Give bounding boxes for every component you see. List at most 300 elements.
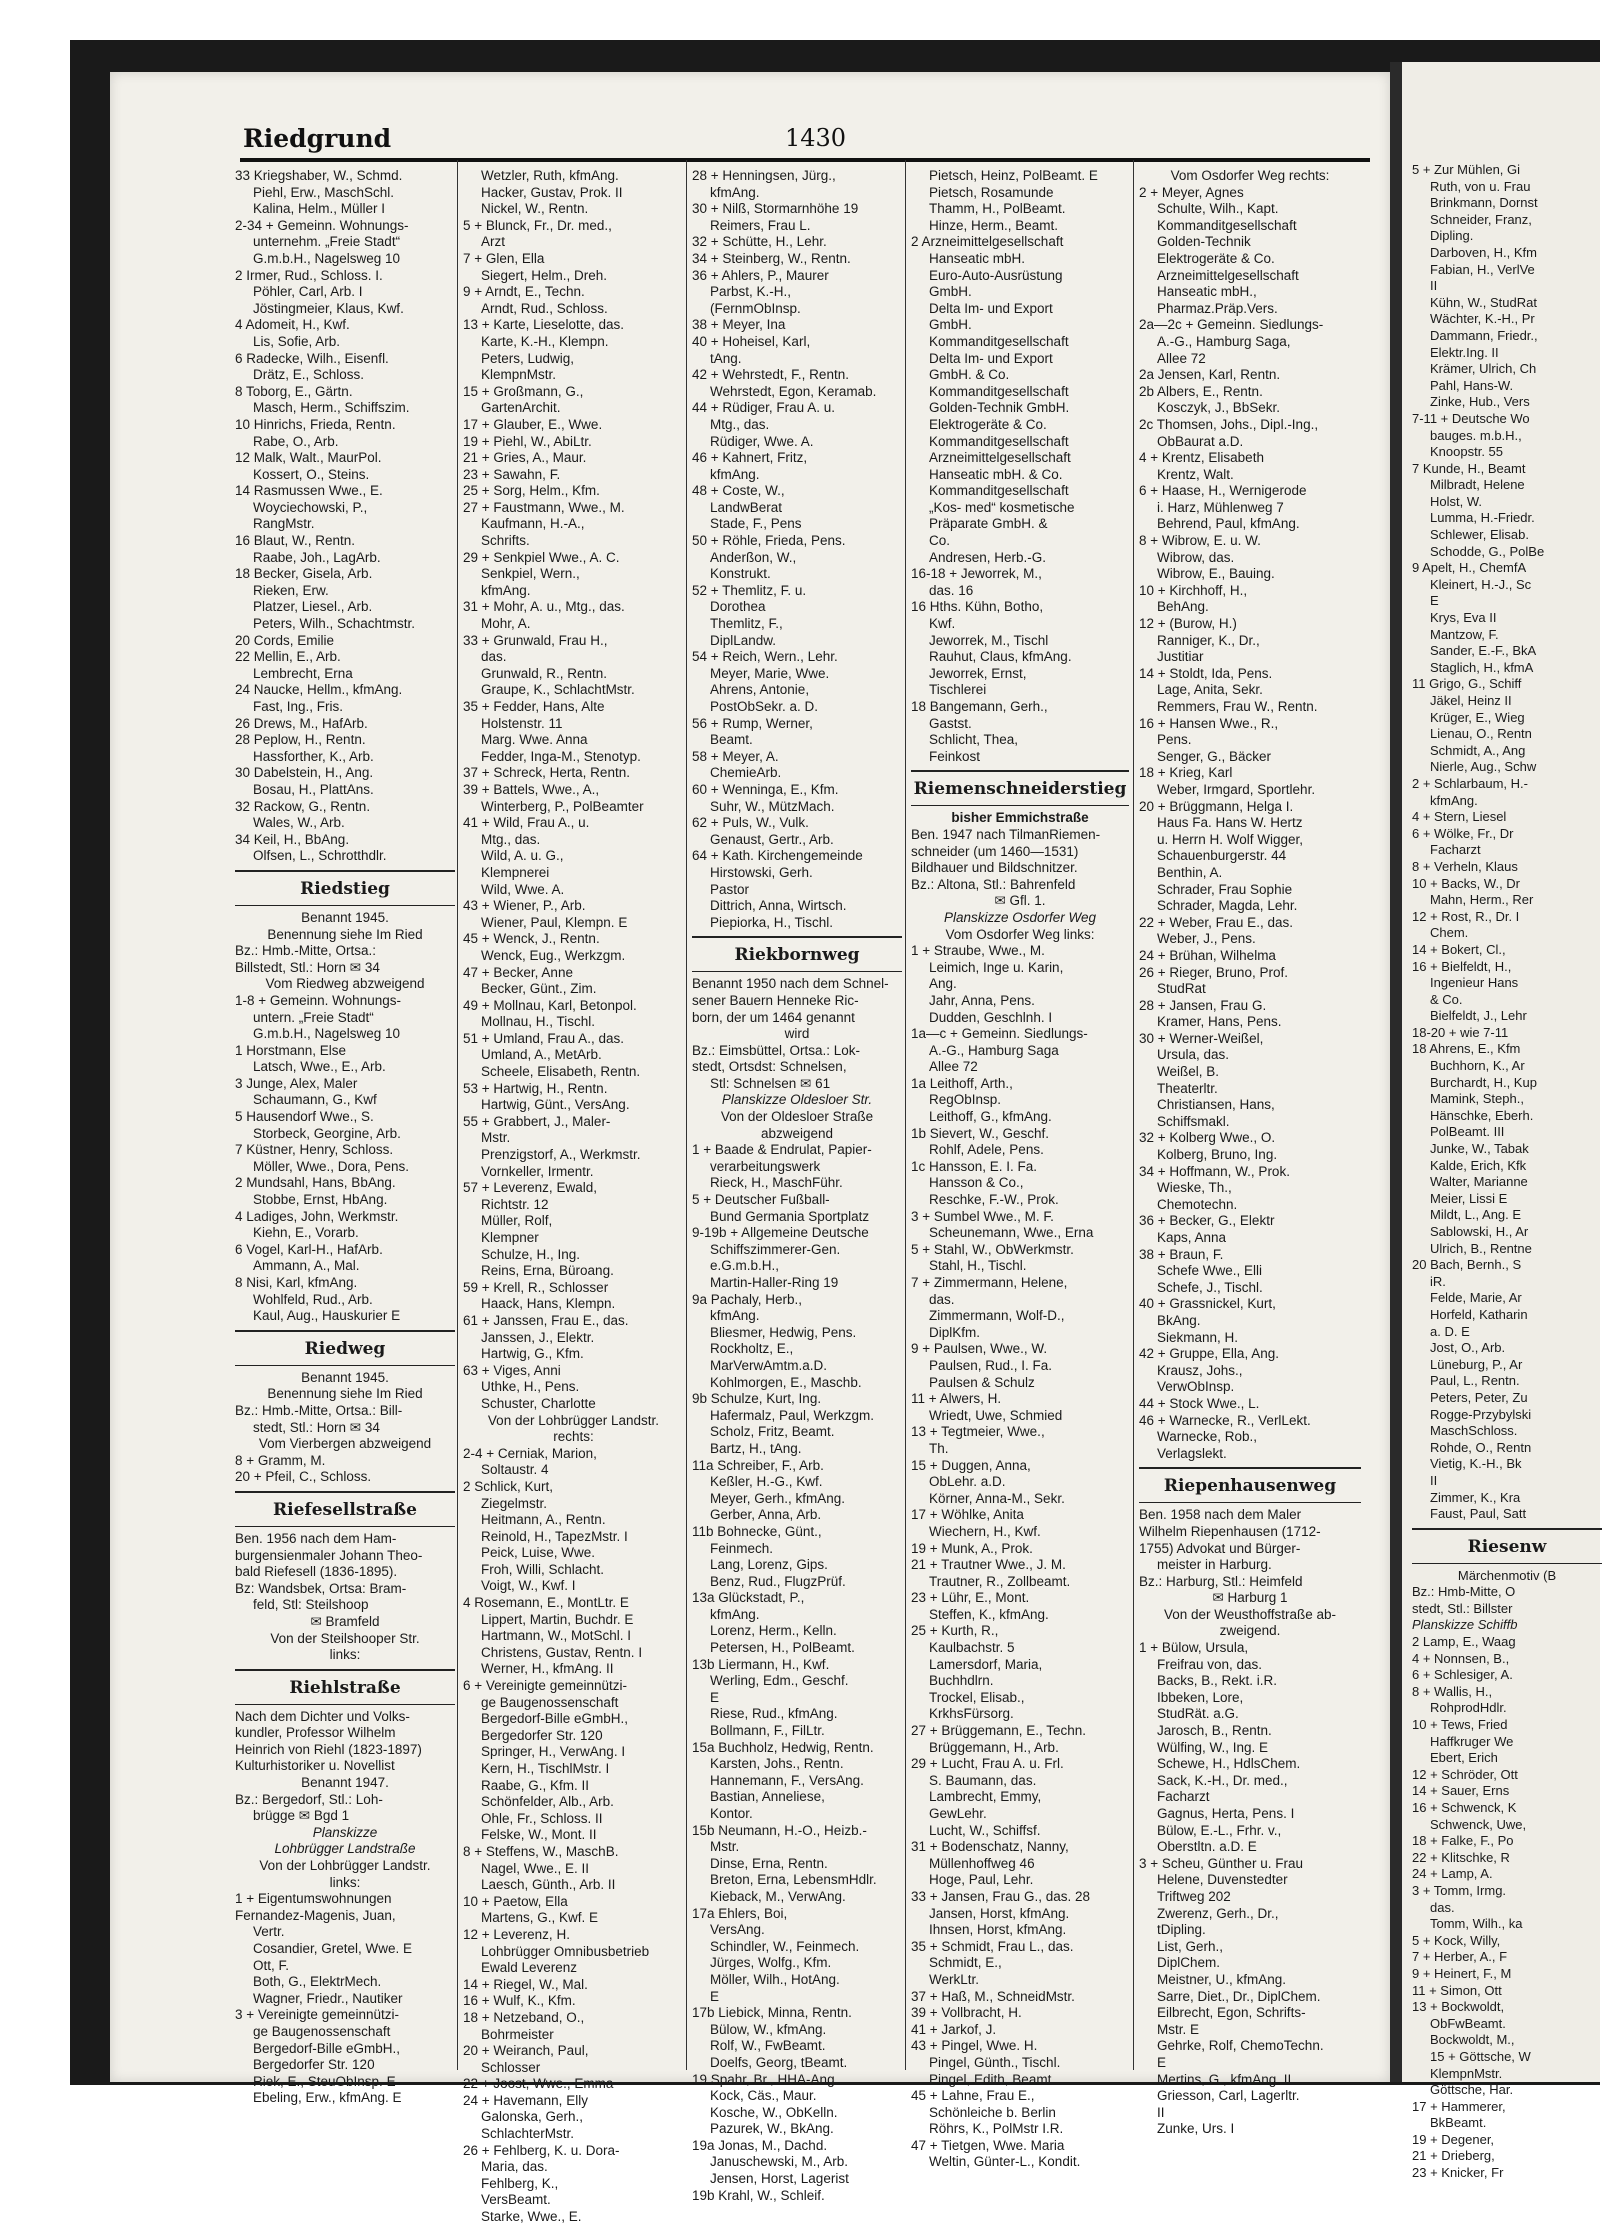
directory-entry: Dudden, Geschlnh. I	[929, 1009, 1053, 1025]
directory-entry: GmbH.	[929, 317, 972, 333]
directory-entry: Lienau, O., Rentn	[1430, 726, 1532, 742]
directory-entry: Von der Lohbrügger Landstr.	[487, 1412, 660, 1428]
directory-entry: KlempnMstr.	[481, 367, 557, 383]
directory-entry: 1a—c + Gemeinn. Siedlungs-	[911, 1026, 1088, 1042]
directory-entry: Jost, O., Arb.	[1430, 1340, 1506, 1356]
directory-entry: Arzneimittelgesellschaft	[1157, 267, 1299, 283]
directory-entry: Buchhorn, K., Ar	[1430, 1058, 1525, 1074]
directory-entry: Darboven, H., Kfm	[1430, 244, 1537, 260]
directory-entry: 58 + Meyer, A.	[692, 748, 779, 764]
directory-entry: 3 + Scheu, Günther u. Frau	[1139, 1855, 1303, 1871]
directory-entry: Junke, W., Tabak	[1430, 1141, 1529, 1157]
directory-entry: Oberstltn. a.D. E	[1157, 1839, 1257, 1855]
directory-entry: Felske, W., Mont. II	[481, 1827, 597, 1843]
directory-entry: Trockel, Elisab.,	[929, 1689, 1025, 1705]
directory-entry: 44 + Rüdiger, Frau A. u.	[692, 400, 835, 416]
directory-entry: Umland, A., MetArb.	[481, 1047, 602, 1063]
directory-entry: Elektrogeräte & Co.	[929, 416, 1047, 432]
directory-entry: sener Bauern Henneke Ric-	[692, 992, 859, 1008]
directory-entry: Soltaustr. 4	[481, 1462, 549, 1478]
directory-entry: ge Baugenossenschaft	[253, 2023, 391, 2039]
directory-entry: Bz.: Altona, Stl.: Bahrenfeld	[911, 876, 1076, 892]
directory-entry: 10 Hinrichs, Frieda, Rentn.	[235, 416, 396, 432]
directory-entry: Ohle, Fr., Schloss. II	[481, 1810, 603, 1826]
directory-entry: ObLehr. a.D.	[929, 1474, 1006, 1490]
directory-entry: Lambrecht, Emmy,	[929, 1789, 1042, 1805]
directory-entry: Drätz, E., Schloss.	[253, 367, 365, 383]
directory-entry: Bülow, E.-L., Frhr. v.,	[1157, 1822, 1282, 1838]
directory-entry: Reins, Erna, Büroang.	[481, 1263, 614, 1279]
directory-entry: Bergedorf-Bille eGmbH.,	[481, 1711, 629, 1727]
directory-entry: Bergedorfer Str. 120	[481, 1727, 603, 1743]
directory-entry: 1c Hansson, E. I. Fa.	[911, 1158, 1038, 1174]
directory-entry: Pazurek, W., BkAng.	[710, 2121, 834, 2137]
directory-entry: 5 + Kock, Willy,	[1412, 1932, 1501, 1948]
directory-entry: Krüger, E., Wieg	[1430, 709, 1525, 725]
directory-entry: GewLehr.	[929, 1806, 987, 1821]
directory-entry: 45 + Wenck, J., Rentn.	[463, 931, 600, 947]
directory-entry: Marg. Wwe. Anna	[481, 732, 588, 748]
directory-entry: Chem.	[1430, 925, 1469, 941]
directory-entry: List, Gerh.,	[1157, 1938, 1224, 1954]
directory-entry: Karte, K.-H., Klempn.	[481, 333, 609, 349]
directory-entry: Sack, K.-H., Dr. med.,	[1157, 1772, 1288, 1788]
directory-entry: Remmers, Frau W., Rentn.	[1157, 699, 1318, 714]
directory-entry: Buchhdlrn.	[929, 1673, 994, 1689]
directory-entry: Weber, Irmgard, Sportlehr.	[1157, 781, 1316, 797]
directory-entry: Ammann, A., Mal.	[253, 1258, 360, 1274]
directory-entry: Mollnau, H., Tischl.	[481, 1014, 596, 1030]
directory-entry: Schefe Wwe., Elli	[1157, 1263, 1263, 1279]
directory-entry: Ott, F.	[253, 1957, 290, 1973]
directory-entry: Fehlberg, K.,	[481, 2175, 559, 2191]
directory-entry: 18 + Krieg, Karl	[1139, 765, 1233, 781]
directory-entry: Walter, Marianne	[1430, 1174, 1528, 1190]
directory-entry: Ranniger, K., Dr.,	[1157, 632, 1260, 648]
directory-entry: Raabe, G., Kfm. II	[481, 1777, 590, 1793]
directory-entry: Bz.: Eimsbüttel, Ortsa.: Lok-	[692, 1042, 861, 1058]
column-divider	[905, 160, 906, 2070]
directory-entry: 34 Keil, H., BbAng.	[235, 831, 350, 847]
directory-entry: 1-8 + Gemeinn. Wohnungs-	[235, 992, 401, 1008]
directory-entry: Griesson, Carl, Lagerltr.	[1157, 2088, 1300, 2104]
directory-entry: 12 + Rost, R., Dr. I	[1412, 908, 1520, 924]
directory-entry: 16-18 + Jeworrek, M.,	[911, 566, 1042, 582]
directory-entry: kfmAng.	[481, 582, 531, 598]
section-rule	[235, 1704, 455, 1705]
directory-entry: Schewe, H., HdlsChem.	[1157, 1756, 1301, 1772]
directory-entry: 18 + Netzeband, O.,	[463, 2009, 585, 2025]
directory-entry: Theaterltr.	[1157, 1080, 1218, 1096]
directory-entry: Latsch, Wwe., E., Arb.	[253, 1059, 386, 1075]
directory-entry: Helene, Duvenstedter	[1157, 1872, 1288, 1888]
directory-entry: 4 Adomeit, H., Kwf.	[235, 317, 350, 333]
directory-entry: Riek, E., SteuObInsp. E	[253, 2073, 396, 2089]
directory-entry: 60 + Wenninga, E., Kfm.	[692, 781, 839, 797]
directory-entry: 3 + Tomm, Irmg.	[1412, 1882, 1507, 1898]
directory-entry: 25 + Kurth, R.,	[911, 1623, 999, 1639]
directory-entry: 15 + Großmann, G.,	[463, 383, 584, 399]
directory-entry: Lorenz, Herm., Kelln.	[710, 1623, 837, 1639]
directory-entry: Senkpiel, Wern.,	[481, 566, 580, 582]
directory-entry: „Kos- med“ kosmetische	[929, 499, 1075, 515]
directory-entry: Fast, Ing., Fris.	[253, 699, 344, 714]
directory-entry: Jarosch, B., Rentn.	[1157, 1723, 1272, 1739]
directory-entry: Benennung siehe Im Ried	[267, 926, 423, 942]
directory-entry: 5 + Blunck, Fr., Dr. med.,	[463, 217, 612, 233]
directory-entry: Möller, Wilh., HotAng.	[710, 1971, 840, 1987]
directory-entry: 7 Küstner, Henry, Schloss.	[235, 1142, 394, 1158]
directory-entry: 10 + Kirchhoff, H.,	[1139, 582, 1248, 598]
directory-entry: II	[1157, 2104, 1165, 2120]
directory-entry: 2 Schlick, Kurt,	[463, 1478, 554, 1494]
directory-entry: 18-20 + wie 7-11	[1412, 1024, 1509, 1040]
directory-entry: Wetzler, Ruth, kfmAng.	[481, 168, 619, 183]
directory-entry: Präparate GmbH. &	[929, 516, 1048, 532]
directory-entry: 21 + Trautner Wwe., J. M.	[911, 1557, 1066, 1573]
directory-entry: 63 + Viges, Anni	[463, 1362, 561, 1378]
directory-entry: Schlewer, Elisab.	[1430, 527, 1529, 543]
directory-entry: Kalde, Erich, Kfk	[1430, 1157, 1527, 1173]
directory-entry: Ibbeken, Lore,	[1157, 1689, 1244, 1705]
directory-entry: Schmidt, A., Ang	[1430, 742, 1526, 758]
directory-entry: DiplKfm.	[929, 1324, 981, 1340]
directory-entry: Bz.: Hmb-Mitte, O	[1412, 1584, 1516, 1600]
directory-entry: tDipling.	[1157, 1922, 1206, 1938]
directory-entry: Delta Im- und Export	[929, 300, 1053, 316]
directory-entry: Both, G., ElektrMech.	[253, 1974, 382, 1990]
directory-entry: Kosche, W., ObKelln.	[710, 2104, 838, 2120]
directory-entry: Kontor.	[710, 1806, 753, 1821]
directory-entry: 29 + Lucht, Frau A. u. Frl.	[911, 1756, 1064, 1772]
directory-entry: Mtg., das.	[481, 831, 541, 847]
directory-entry: Woyciechowski, P.,	[253, 499, 368, 515]
directory-entry: Rieck, H., MaschFühr.	[710, 1175, 843, 1191]
directory-entry: ObBaurat a.D.	[1157, 433, 1244, 449]
directory-entry: Hartwig, G., Kfm.	[481, 1346, 584, 1362]
directory-entry: Zwerenz, Gerh., Dr.,	[1157, 1905, 1279, 1921]
section-rule	[1412, 1528, 1602, 1530]
directory-entry: Justitiar	[1157, 649, 1204, 665]
directory-entry: BkBeamt.	[1430, 2115, 1487, 2131]
directory-entry: RohprodHdlr.	[1430, 1700, 1507, 1716]
directory-column-5	[1139, 168, 1361, 2137]
directory-entry: Schrader, Magda, Lehr.	[1157, 898, 1298, 914]
directory-entry: meister in Harburg.	[1157, 1557, 1272, 1573]
directory-entry: Hacker, Gustav, Prok. II	[481, 184, 623, 200]
directory-entry: 4 + Stern, Liesel	[1412, 809, 1507, 825]
directory-entry: BkAng.	[1157, 1312, 1201, 1328]
directory-entry: 56 + Rump, Werner,	[692, 715, 813, 731]
directory-entry: 4 + Krentz, Elisabeth	[1139, 450, 1264, 466]
directory-entry: 12 Malk, Walt., MaurPol.	[235, 450, 382, 466]
directory-entry: Senger, G., Bäcker	[1157, 748, 1272, 764]
directory-entry: Kohlmorgen, E., Maschb.	[710, 1374, 862, 1390]
directory-entry: Schaumann, G., Kwf	[253, 1092, 377, 1108]
directory-entry: Benennung siehe Im Ried	[267, 1386, 423, 1402]
directory-entry: 9 + Paulsen, Wwe., W.	[911, 1341, 1048, 1357]
directory-entry: stedt, Ortsdst: Schnelsen,	[692, 1059, 847, 1075]
directory-entry: Triftweg 202	[1157, 1888, 1231, 1904]
directory-entry: Wilhelm Riepenhausen (1712-	[1139, 1523, 1321, 1539]
directory-entry: Behrend, Paul, kfmAng.	[1157, 516, 1300, 532]
directory-entry: ✉ Harburg 1	[1212, 1590, 1288, 1606]
directory-entry: 45 + Lahne, Frau E.,	[911, 2088, 1035, 2104]
directory-entry: Scheele, Elisabeth, Rentn.	[481, 1064, 641, 1080]
directory-entry: Bielfeldt, J., Lehr	[1430, 1008, 1527, 1024]
directory-entry: Arndt, Rud., Schloss.	[481, 300, 608, 316]
directory-entry: Holstenstr. 11	[481, 715, 563, 731]
directory-entry: Genaust, Gertr., Arb.	[710, 831, 834, 847]
directory-entry: Peters, Ludwig,	[481, 350, 575, 366]
directory-entry: Parbst, K.-H.,	[710, 284, 792, 300]
directory-entry: Schlicht, Thea,	[929, 732, 1019, 748]
directory-entry: Schiffszimmerer-Gen.	[710, 1241, 841, 1257]
directory-entry: Müller, Rolf,	[481, 1213, 553, 1229]
directory-entry: Trautner, R., Zollbeamt.	[929, 1573, 1071, 1589]
directory-entry: Pöhler, Carl, Arb. I	[253, 284, 363, 300]
directory-entry: Rolf, W., FwBeamt.	[710, 2038, 826, 2054]
directory-entry: Zimmer, K., Kra	[1430, 1489, 1521, 1505]
directory-entry: II	[1430, 278, 1438, 294]
directory-entry: MarVerwAmtm.a.D.	[710, 1357, 828, 1373]
directory-entry: Paulsen, Rud., I. Fa.	[929, 1357, 1053, 1373]
directory-entry: Weber, J., Pens.	[1157, 931, 1256, 947]
directory-entry: VersAng.	[710, 1922, 765, 1938]
directory-entry: Januschewski, M., Arb.	[710, 2154, 849, 2170]
directory-entry: SchlachterMstr.	[481, 2126, 575, 2142]
directory-entry: zweigend.	[1219, 1623, 1281, 1639]
directory-entry: 4 Rosemann, E., MontLtr. E	[463, 1595, 629, 1611]
directory-entry: das.	[1430, 1899, 1455, 1915]
directory-entry: 9 Apelt, H., ChemfA	[1412, 560, 1527, 576]
directory-entry: Warnecke, Rob.,	[1157, 1429, 1258, 1445]
directory-entry: Doelfs, Georg, tBeamt.	[710, 2054, 848, 2070]
directory-entry: Faust, Paul, Satt	[1430, 1506, 1527, 1522]
directory-entry: Maria, das.	[481, 2159, 548, 2175]
section-rule	[911, 805, 1129, 806]
directory-entry: Schönfelder, Alb., Arb.	[481, 1794, 614, 1810]
directory-entry: Pharmaz.Präp.Vers.	[1157, 300, 1278, 316]
directory-entry: Hansson & Co.,	[929, 1175, 1024, 1191]
directory-entry: Bergedorfer Str. 120	[253, 2057, 375, 2073]
directory-entry: 1755) Advokat und Bürger-	[1139, 1540, 1301, 1556]
directory-entry: Kalina, Helm., Müller I	[253, 201, 386, 217]
directory-entry: Pastor	[710, 881, 750, 897]
directory-entry: Martens, G., Kwf. E	[481, 1910, 599, 1926]
directory-entry: kfmAng.	[710, 184, 760, 200]
directory-entry: E	[1430, 593, 1439, 609]
directory-entry: Hanseatic mbH.	[929, 250, 1026, 266]
directory-entry: 18 Bangemann, Gerh.,	[911, 699, 1048, 714]
directory-entry: Wehrstedt, Egon, Keramab.	[710, 383, 877, 399]
directory-entry: A.-G., Hamburg Saga,	[1157, 333, 1291, 349]
directory-entry: 1a Leithoff, Arth.,	[911, 1075, 1013, 1091]
directory-entry: RangMstr.	[253, 516, 315, 532]
directory-entry: das.	[481, 649, 507, 665]
directory-entry: 12 + (Burow, H.)	[1139, 616, 1237, 632]
directory-entry: Kern, H., TischlMstr. I	[481, 1761, 610, 1776]
directory-entry: Delta Im- und Export	[929, 350, 1053, 366]
directory-entry: 5 + Stahl, W., ObWerkmstr.	[911, 1241, 1074, 1257]
directory-entry: VersBeamt.	[481, 2192, 551, 2208]
directory-entry: Schulte, Wilh., Kapt.	[1157, 201, 1279, 217]
directory-entry: Peick, Luise, Wwe.	[481, 1545, 596, 1561]
directory-entry: 13 + Tegtmeier, Wwe.,	[911, 1424, 1045, 1440]
directory-entry: Benannt 1950 nach dem Schnel-	[692, 976, 889, 992]
directory-entry: 24 + Havemann, Elly	[463, 2092, 588, 2108]
directory-entry: Mtg., das.	[710, 416, 770, 432]
directory-entry: Wild, Wwe. A.	[481, 881, 565, 897]
directory-entry: Lumma, H.-Friedr.	[1430, 510, 1535, 526]
directory-entry: Riese, Rud., kfmAng.	[710, 1706, 838, 1722]
directory-entry: 4 Ladiges, John, Werkmstr.	[235, 1208, 399, 1224]
directory-entry: Vom Osdorfer Weg links:	[945, 926, 1095, 942]
directory-entry: Zinke, Hub., Vers	[1430, 394, 1530, 410]
directory-entry: Felde, Marie, Ar	[1430, 1290, 1522, 1306]
directory-entry: a. D. E	[1430, 1323, 1470, 1339]
directory-entry: Benz, Rud., FlugzPrüf.	[710, 1573, 846, 1589]
directory-entry: Ihnsen, Horst, kfmAng.	[929, 1922, 1067, 1938]
directory-entry: 19 Spahr, Br., HHA-Ang.	[692, 2071, 839, 2087]
directory-column-4	[911, 168, 1129, 2170]
directory-entry: 11 + Simon, Ott	[1412, 1982, 1502, 1998]
directory-entry: kundler, Professor Wilhelm	[235, 1725, 396, 1741]
directory-column-2	[463, 168, 684, 2225]
street-heading: Riehlstraße	[289, 1677, 401, 1698]
directory-entry: 23 + Lühr, E., Mont.	[911, 1590, 1030, 1606]
directory-entry: 2 + Meyer, Agnes	[1139, 184, 1244, 200]
directory-entry: das. 16	[929, 582, 974, 598]
directory-entry: Zunke, Urs. I	[1157, 2121, 1235, 2137]
directory-entry: 34 + Steinberg, W., Rentn.	[692, 250, 851, 266]
directory-entry: Tischlerei	[929, 682, 987, 698]
directory-entry: 52 + Themlitz, F. u.	[692, 582, 807, 598]
directory-entry: Peters, Wilh., Schachtmstr.	[253, 616, 416, 632]
directory-entry: Von der Steilshooper Str.	[270, 1630, 420, 1646]
directory-entry: Nagel, Wwe., E. II	[481, 1860, 590, 1876]
directory-entry: 47 + Tietgen, Wwe. Maria	[911, 2137, 1065, 2153]
directory-entry: Dittrich, Anna, Wirtsch.	[710, 898, 847, 914]
directory-entry: 8 + Verheln, Klaus	[1412, 858, 1518, 874]
directory-entry: 18 + Falke, F., Po	[1412, 1833, 1514, 1849]
directory-entry: 46 + Warnecke, R., VerlLekt.	[1139, 1412, 1311, 1428]
directory-entry: Jeworrek, M., Tischl	[929, 632, 1049, 648]
directory-entry: 53 + Hartwig, H., Rentn.	[463, 1080, 608, 1096]
directory-entry: Jäkel, Heinz II	[1430, 693, 1512, 708]
directory-entry: Haus Fa. Hans W. Hertz	[1157, 815, 1303, 831]
directory-entry: Hannemann, F., VersAng.	[710, 1772, 864, 1788]
directory-entry: Pietsch, Rosamunde	[929, 184, 1054, 200]
directory-entry: ✉ Bramfeld	[310, 1613, 380, 1629]
directory-entry: ✉ Gfl. 1.	[994, 893, 1046, 909]
column-divider	[457, 160, 458, 2070]
directory-entry: Siegert, Helm., Dreh.	[481, 267, 608, 283]
directory-entry: Laesch, Günth., Arb. II	[481, 1877, 616, 1893]
directory-entry: i. Harz, Mühlenweg 7	[1157, 499, 1284, 515]
directory-entry: Pingel, Günth., Tischl.	[929, 2054, 1061, 2070]
section-rule	[1139, 1502, 1361, 1503]
directory-entry: 11b Bohnecke, Günt.,	[692, 1523, 822, 1539]
directory-entry: Krentz, Walt.	[1157, 466, 1234, 482]
directory-entry: Lembrecht, Erna	[253, 665, 353, 681]
directory-entry: 2 Lamp, E., Waag	[1412, 1634, 1516, 1650]
directory-entry: Mamink, Steph.,	[1430, 1091, 1524, 1107]
directory-entry: Pingel, Edith, Beamt.	[929, 2071, 1056, 2087]
directory-entry: Bund Germania Sportplatz	[710, 1208, 870, 1224]
directory-entry: Werling, Edm., Geschf.	[710, 1673, 849, 1689]
directory-entry: Lohbrügger Landstraße	[274, 1841, 416, 1857]
directory-entry: 41 + Jarkof, J.	[911, 2021, 997, 2037]
directory-entry: Heinrich von Riehl (1823-1897)	[235, 1741, 422, 1757]
directory-entry: 20 Cords, Emilie	[235, 632, 335, 648]
directory-entry: KlempnMstr.	[1430, 2065, 1503, 2081]
street-heading: Riedstieg	[300, 878, 390, 899]
directory-entry: Weißel, B.	[1157, 1064, 1220, 1080]
directory-entry: Planskizze Osdorfer Weg	[943, 909, 1097, 925]
directory-entry: stedt, Stl.: Horn ✉ 34	[253, 1419, 380, 1435]
directory-entry: Lohbrügger Omnibusbetrieb	[481, 1943, 650, 1959]
directory-entry: 11 Grigo, G., Schiff	[1412, 676, 1522, 692]
directory-entry: Kaps, Anna	[1157, 1230, 1227, 1245]
directory-entry: Steffen, K., kfmAng.	[929, 1606, 1049, 1622]
directory-entry: Hafermalz, Paul, Werkzgm.	[710, 1407, 875, 1423]
directory-entry: 16 + Wulf, K., Kfm.	[463, 1993, 576, 2009]
directory-entry: 25 + Sorg, Helm., Kfm.	[463, 483, 600, 499]
directory-entry: u. Herrn H. Wolf Wigger,	[1157, 831, 1304, 847]
street-heading: Riepenhausenweg	[1163, 1476, 1337, 1497]
directory-entry: Schefe, J., Tischl.	[1157, 1279, 1263, 1295]
directory-entry: Ben. 1947 nach TilmanRiemen-	[911, 826, 1101, 842]
directory-entry: 32 + Schütte, H., Lehr.	[692, 234, 827, 250]
directory-entry: Hanseatic mbH.,	[1157, 284, 1257, 300]
directory-entry: Kommanditgesellschaft	[1157, 217, 1297, 233]
directory-entry: links:	[329, 1874, 361, 1890]
directory-entry: E	[710, 1689, 720, 1705]
directory-entry: Vietig, K.-H., Bk	[1430, 1456, 1522, 1472]
directory-entry: 9-19b + Allgemeine Deutsche	[692, 1225, 869, 1241]
directory-entry: 6 + Schlesiger, A.	[1412, 1667, 1513, 1683]
directory-entry: Müllenhoffweg 46	[929, 1855, 1035, 1871]
directory-entry: 3 Junge, Alex, Maler	[235, 1075, 358, 1091]
directory-entry: Krys, Eva II	[1430, 610, 1497, 626]
directory-entry: Kock, Cäs., Maur.	[710, 2088, 817, 2104]
directory-entry: Ulrich, B., Rentne	[1430, 1240, 1532, 1256]
directory-entry: Schrifts.	[481, 533, 530, 549]
directory-entry: 36 + Ahlers, P., Maurer	[692, 267, 829, 283]
directory-entry: 61 + Janssen, Frau E., das.	[463, 1312, 629, 1328]
section-rule	[235, 1669, 455, 1671]
directory-entry: 54 + Reich, Wern., Lehr.	[692, 649, 838, 665]
directory-entry: Meistner, U., kfmAng.	[1157, 1971, 1287, 1987]
directory-entry: Vornkeller, Irmentr.	[481, 1163, 594, 1179]
directory-entry: 8 Nisi, Karl, kfmAng.	[235, 1275, 358, 1290]
directory-entry: Allee 72	[929, 1059, 978, 1075]
directory-entry: 23 + Sawahn, F.	[463, 466, 561, 482]
directory-entry: Richtstr. 12	[481, 1196, 549, 1212]
directory-entry: 20 + Pfeil, C., Schloss.	[235, 1469, 372, 1485]
directory-entry: Cosandier, Gretel, Wwe. E	[253, 1941, 413, 1956]
directory-entry: Ingenieur Hans	[1430, 975, 1519, 991]
directory-entry: 19 + Degener,	[1412, 2131, 1495, 2147]
street-heading: Riekbornweg	[734, 945, 860, 966]
directory-entry: kfmAng.	[1430, 792, 1478, 808]
directory-entry: 18 Ahrens, E., Kfm	[1412, 1041, 1521, 1057]
directory-entry: Mohr, A.	[481, 616, 531, 632]
directory-entry: 5 + Deutscher Fußball-	[692, 1192, 830, 1208]
directory-entry: Wibrow, das.	[1157, 549, 1235, 565]
directory-entry: stedt, Stl.: Billster	[1412, 1600, 1513, 1616]
